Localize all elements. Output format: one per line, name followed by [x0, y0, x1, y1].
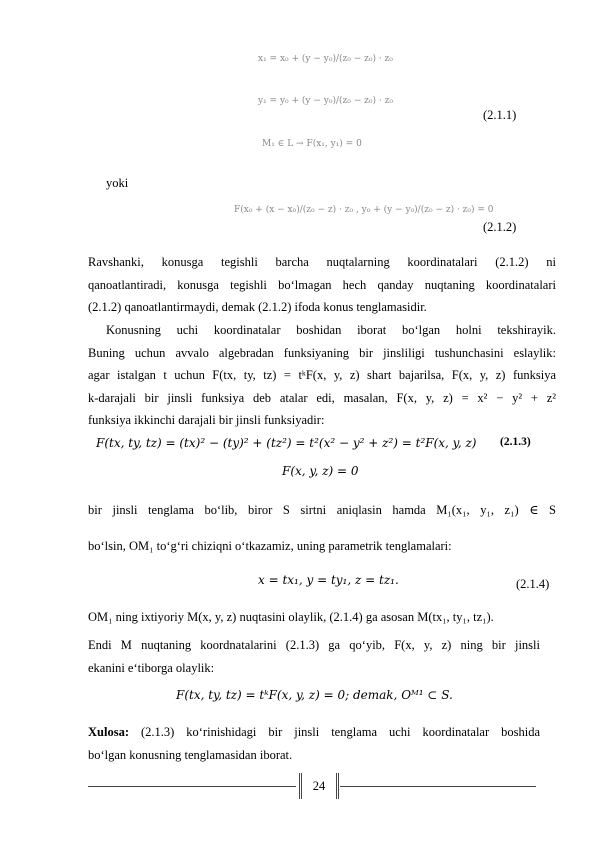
- equation-homogeneous-zero: F(x, y, z) = 0: [282, 464, 359, 478]
- paragraph-surface-point: [88, 499, 556, 522]
- equation-2-1-1-line3: M₁ ∈ L → F(x₁, y₁) = 0: [262, 139, 362, 149]
- paragraph-arbitrary-point: OM₁ ning ixtiyoriy M(x, y, z) nuqtasini olaylik, (2.1.4) ga asosan M(tx₁, ty₁, tz₁).: [88, 610, 494, 624]
- equation-number-2-1-4: (2.1.4): [516, 577, 550, 591]
- paragraph-line: bo‘lsin, OM₁ to‘g‘ri chiziqni o‘tkazamiz, uning parametrik tenglamalari:: [88, 539, 452, 553]
- equation-2-1-1-line2: y₁ = y₀ + (y − y₀)/(z₀ − z₀) · z₀: [258, 96, 393, 106]
- conclusion-line: bo‘lgan konusning tenglamasidan iborat.: [88, 747, 293, 762]
- equation-number-2-1-2: (2.1.2): [483, 220, 517, 234]
- paragraph-line: Buning uchun avvalo algebradan funksiyaning bir jinsliligi tushunchasini eslaylik:: [88, 345, 556, 360]
- equation-number-2-1-3: (2.1.3): [500, 436, 531, 448]
- paragraph-homogeneous-function: [88, 319, 556, 432]
- paragraph-line: bir jinsli tenglama bo‘lib, biror S sirtni aniqlasin hamda M₁(x₁, y₁, z₁) ∈ S: [88, 503, 556, 517]
- conclusion-text: (2.1.3) ko‘rinishidagi bir jinsli tenglama uchi koordinatalar boshida: [140, 725, 540, 739]
- paragraph-line: funksiya ikkinchi darajali bir jinsli funksiyadir:: [88, 413, 325, 427]
- equation-2-1-4: x = tx₁, y = ty₁, z = tz₁.: [258, 573, 399, 587]
- page-number: 24: [312, 779, 326, 793]
- footer-rule-right: [340, 786, 536, 787]
- paragraph-line: qanoatlantiradi, konusga tegishli bo‘lmagan hech qanday nuqtaning koordinatalari: [88, 277, 556, 292]
- equation-2-1-3: F(tx, ty, tz) = (tx)² − (ty)² + (tz²) = t²(x² − y² + z²) = t²F(x, y, z): [96, 436, 477, 450]
- paragraph-line: Konusning uchi koordinatalar boshidan iborat bo‘lgan holni tekshirayik.: [106, 323, 556, 337]
- equation-result: F(tx, ty, tz) = tᵏF(x, y, z) = 0; demak, Oᴹ¹ ⊂ S.: [176, 688, 453, 702]
- paragraph-line: (2.1.2) qanoatlantirmaydi, demak (2.1.2) ifoda konus tenglamasidir.: [88, 300, 427, 314]
- footer-rule-left: [88, 786, 296, 787]
- conclusion: [88, 721, 540, 766]
- equation-number-2-1-1: (2.1.1): [483, 108, 517, 122]
- paragraph-line: ekanini e‘tiborga olaylik:: [88, 660, 215, 675]
- paragraph-conic-surface: [88, 251, 556, 319]
- word-yoki: yoki: [106, 176, 129, 190]
- paragraph-line: Endi M nuqtaning koordnatalarini (2.1.3) ga qo‘yib, F(x, y, z) ning bir jinsli: [88, 638, 540, 652]
- equation-2-1-2: F(x₀ + (x − x₀)/(z₀ − z) · z₀ , y₀ + (y − y₀)/(z₀ − z) · z₀) = 0: [234, 205, 494, 215]
- paragraph-substitution: [88, 634, 540, 679]
- paragraph-line: k-darajali bir jinsli funksiya deb atalar edi, masalan, F(x, y, z) = x² − y² + z²: [88, 390, 556, 405]
- conclusion-line: [88, 721, 540, 744]
- paragraph-line: Ravshanki, konusga tegishli barcha nuqtalarning koordinatalari (2.1.2) ni: [88, 255, 556, 269]
- conclusion-label: Xulosa:: [88, 725, 129, 739]
- paragraph-line: agar istalgan t uchun F(tx, ty, tz) = tᵏF(x, y, z) shart bajarilsa, F(x, y, z) funksiya: [88, 368, 556, 382]
- equation-2-1-1-line1: x₁ = x₀ + (y − y₀)/(z₀ − z₀) · z₀: [258, 54, 393, 64]
